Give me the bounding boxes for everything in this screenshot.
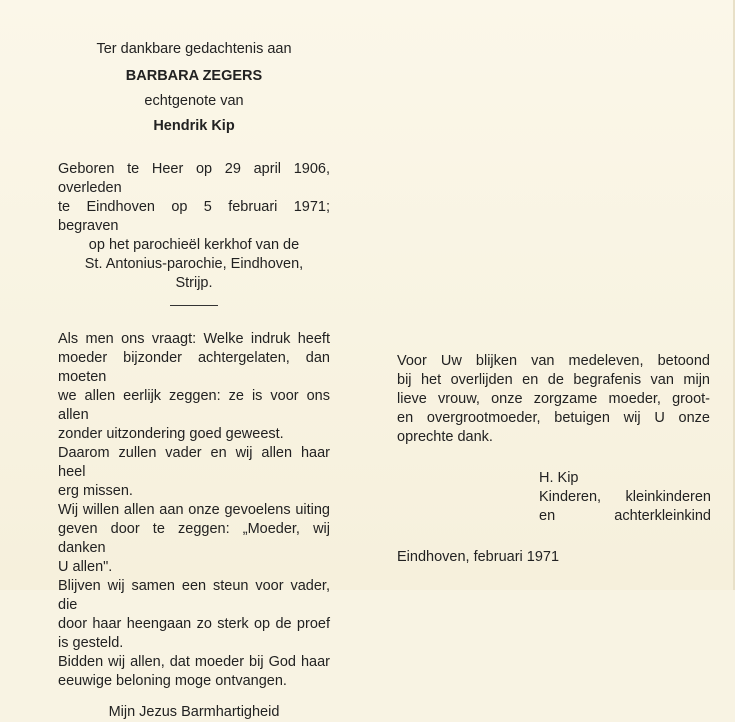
thanks-line: Voor Uw blijken van medeleven, betoond [397,353,710,369]
deceased-name: BARBARA ZEGERS [125,68,263,84]
poem-line: eeuwige beloning moge ontvangen. [58,673,287,689]
bio-line: Geboren te Heer op 29 april 1906, overleden [58,161,330,196]
right-panel [397,352,710,567]
poem-line: door haar heengaan zo sterk op de proef [58,616,330,632]
poem-line: is gesteld. [58,635,124,651]
left-panel [58,40,330,722]
poem-line: Blijven wij samen een steun voor vader, die [58,578,330,613]
poem-line: U allen". [58,559,113,575]
bio-line: op het parochieël kerkhof van de [88,237,300,253]
thanks-text [397,352,710,447]
poem-line: Daarom zullen vader en wij allen haar heel [58,445,330,480]
bio-line: te Eindhoven op 5 februari 1971; begraven [58,199,330,234]
divider [170,305,218,306]
poem-line: moeder bijzonder achtergelaten, dan moeten [58,350,330,385]
thanks-line: lieve vrouw, onze zorgzame moeder, groot- [397,391,710,407]
spouse-name: Hendrik Kip [153,118,235,134]
header [58,40,330,136]
signature [397,469,710,526]
signature-line: Kinderen, kleinkinderen [539,489,711,505]
thanks-line: bij het overlijden en de begrafenis van mijn [397,372,710,388]
poem-line: Als men ons vraagt: Welke indruk heeft [58,331,330,347]
poem-line: Bidden wij allen, dat moeder bij God haar [58,654,330,670]
header-intro: Ter dankbare gedachtenis aan [96,41,292,57]
prayer: Mijn Jezus Barmhartigheid [108,704,280,720]
poem-line: Wij willen allen aan onze gevoelens uiting [58,502,330,518]
thanks-line: en overgrootmoeder, betuigen wij U onze [397,410,710,426]
poem-line: geven door te zeggen: „Moeder, wij danken [58,521,330,556]
poem-line: we allen eerlijk zeggen: ze is voor ons allen [58,388,330,423]
thanks-line: oprechte dank. [397,429,493,445]
place-date: Eindhoven, februari 1971 [397,549,560,565]
signature-line: en achterkleinkind [539,508,711,524]
poem-line: erg missen. [58,483,133,499]
bio-line: St. Antonius-parochie, Eindhoven, [84,256,304,272]
signature-line: H. Kip [539,470,579,486]
poem-line: zonder uitzondering goed geweest. [58,426,284,442]
header-relation: echtgenote van [144,93,244,109]
poem [58,330,330,722]
bio-line: Strijp. [175,275,213,291]
bio-text [58,160,330,293]
